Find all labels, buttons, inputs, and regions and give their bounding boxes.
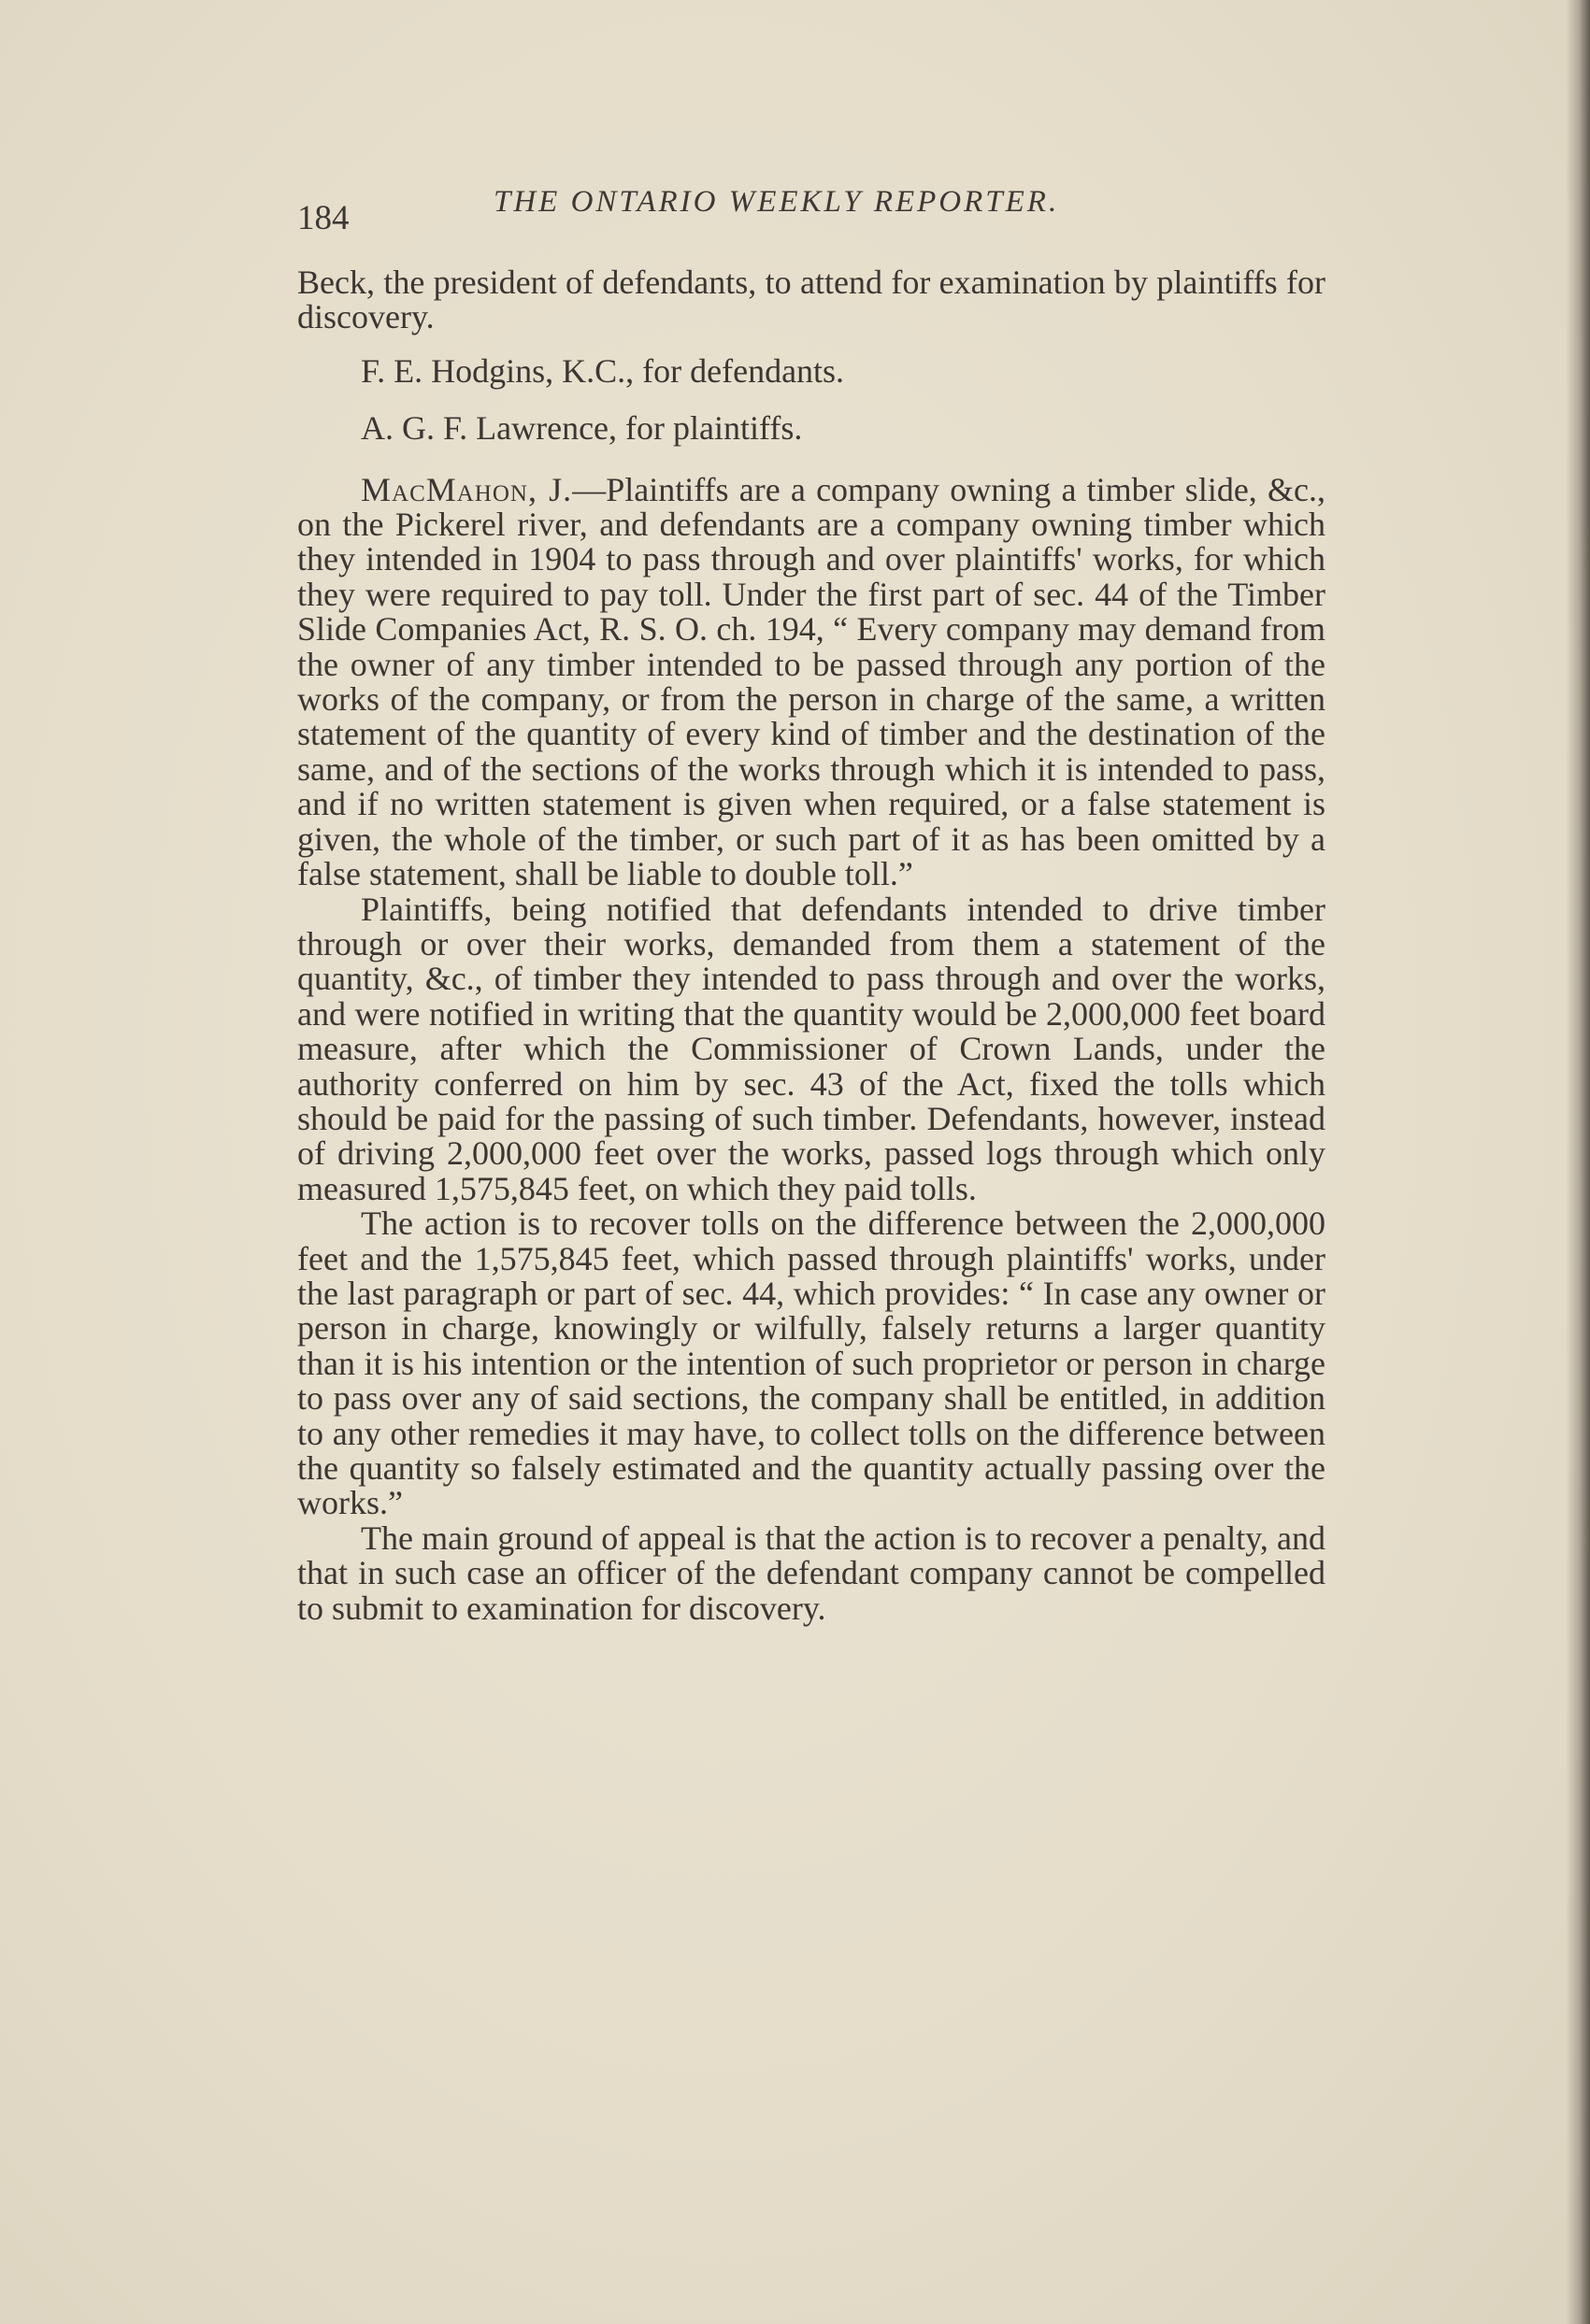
counsel-defendants: F. E. Hodgins, K.C., for defendants. xyxy=(361,351,845,390)
judgment-paragraph-3: The action is to recover tolls on the difference between the 2,000,000 feet and the 1,575,845 feet, which passed through plaintiffs' works, under the last paragraph or part of sec. 44, which provides: “ In case any owner or person in charge, knowingly or wilfully, falsely returns a larger quantity than it is his intention or the intention of such proprietor or person in charge to pass over any of said sections, the company shall be entitled, in addition to any other remedies it may have, to collect tolls on the difference between the quantity so falsely estimated and the quantity actually passing over the works.” xyxy=(297,1205,1325,1522)
judgment-paragraph-1-text: —Plaintiffs are a company owning a timber slide, &c., on the Pickerel river, and defendants are a company owning timber which they intended in 1904 to pass through and over plaintiffs' works, for which they were required to pay toll. Under the first part of sec. 44 of the Timber Slide Companies Act, R. S. O. ch. 194, “ Every company may demand from the owner of any timber intended to be passed through any portion of the works of the company, or from the person in charge of the same, a written statement of the quantity of every kind of timber and the destination of the same, and of the sections of the works through which it is intended to pass, and if no written statement is given when required, or a false statement is given, the whole of the timber, or such part of it as has been omitted by a false statement, shall be liable to double toll.” xyxy=(297,470,1325,893)
judgment-paragraph-1 xyxy=(297,470,1325,893)
judgment-paragraph-2: Plaintiffs, being notified that defendants intended to drive timber through or over their works, demanded from them a statement of the quantity, &c., of timber they intended to pass through and over the works, and were notified in writing that the quantity would be 2,000,000 feet board measure, after which the Commissioner of Crown Lands, under the authority conferred on him by sec. 43 of the Act, fixed the tolls which should be paid for the passing of such timber. Defendants, however, instead of driving 2,000,000 feet over the works, passed logs through which only measured 1,575,845 feet, on which they paid tolls. xyxy=(297,890,1325,1207)
page-number: 184 xyxy=(297,199,350,237)
continuation-paragraph: Beck, the president of defendants, to attend for examination by plaintiffs for discovery. xyxy=(297,264,1325,336)
running-head xyxy=(297,185,1325,241)
page-edge-shadow xyxy=(1566,0,1590,2324)
body-text xyxy=(297,265,1325,1626)
judge-name: MacMahon, J. xyxy=(361,470,573,508)
counsel-plaintiffs: A. G. F. Lawrence, for plaintiffs. xyxy=(361,409,803,448)
journal-title: THE ONTARIO WEEKLY REPORTER. xyxy=(494,185,1060,219)
judgment-paragraph-4: The main ground of appeal is that the action is to recover a penalty, and that in such case an officer of the defendant company cannot be compelled to submit to examination for discovery. xyxy=(297,1518,1325,1627)
